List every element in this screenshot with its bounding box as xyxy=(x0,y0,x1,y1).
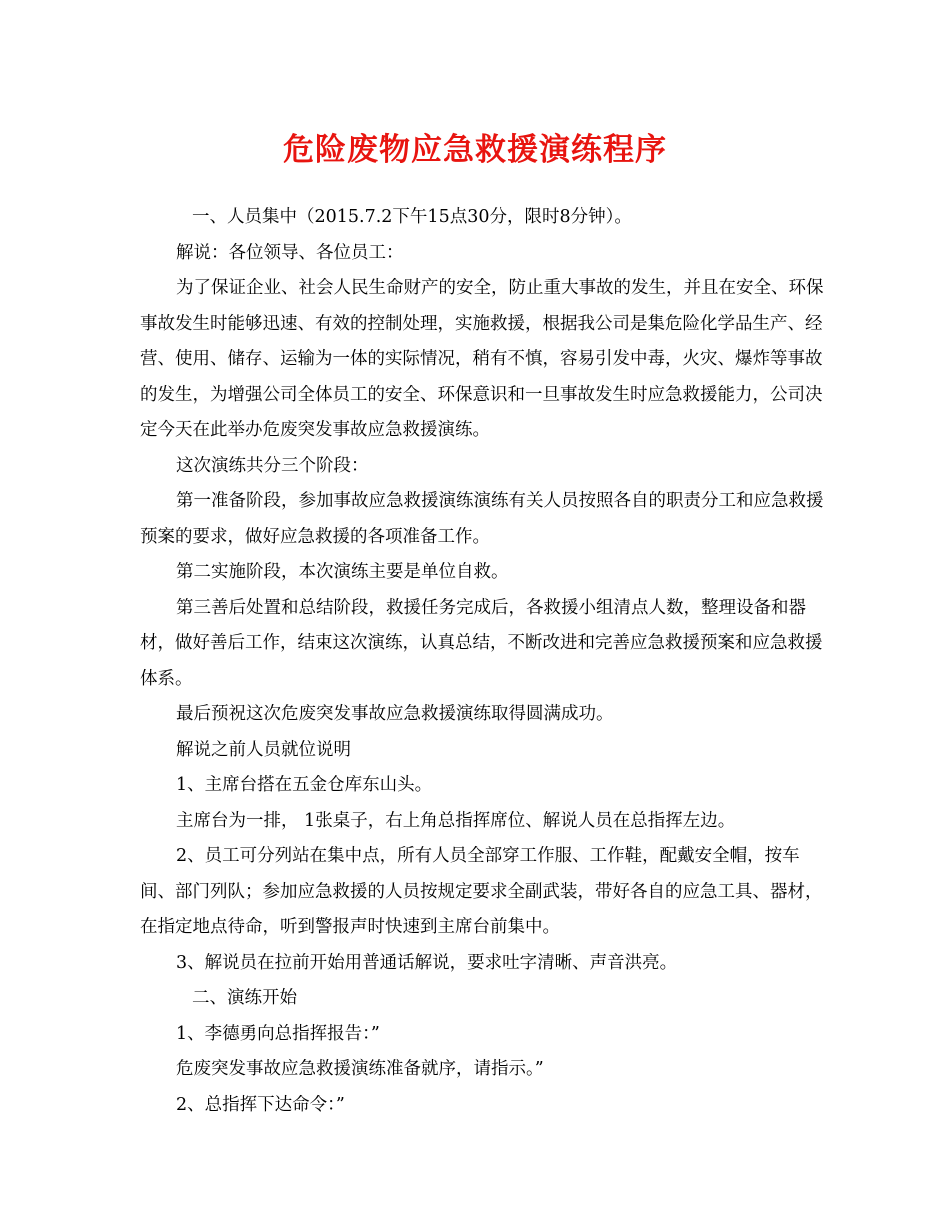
paragraph: 解说：各位领导、各位员工： xyxy=(176,242,404,263)
paragraph: 2、总指挥下达命令：” xyxy=(176,1094,345,1115)
paragraph: 主席台为一排， 1张桌子，右上角总指挥席位、解说人员在总指挥左边。 xyxy=(176,810,736,831)
paragraph: 1、主席台搭在五金仓库东山头。 xyxy=(176,775,433,795)
paragraph: 第一准备阶段，参加事故应急救援演练演练有关人员按照各自的职责分工和应急救援预案的要求，做好应急救援的各项准备工作。 xyxy=(140,491,824,547)
paragraph: 危废突发事故应急救援演练准备就序，请指示。” xyxy=(176,1059,544,1079)
paragraph: 3、解说员在拉前开始用普通话解说，要求吐字清晰、声音洪亮。 xyxy=(176,952,678,973)
paragraph: 一、人员集中（2015.7.2下午15点30分，限时8分钟）。 xyxy=(192,207,632,227)
paragraph: 为了保证企业、社会人民生命财产的安全，防止重大事故的发生，并且在安全、环保事故发生时能够迅速、有效的控制处理，实施救援，根据我公司是集危险化学品生产、经营、使用、储存、运输为一体的实际情况，稍有不慎，容易引发中毒，火灾、爆炸等事故的发生，为增强公司全体员工的安全、环保意识和一旦事故发生时应急救援能力，公司决定今天在此举办危废突发事故应急救援演练。 xyxy=(140,278,824,440)
paragraph: 二、演练开始 xyxy=(192,988,297,1008)
paragraph: 解说之前人员就位说明 xyxy=(176,739,351,760)
document-body xyxy=(140,200,830,1123)
paragraph: 这次演练共分三个阶段： xyxy=(176,455,369,476)
paragraph: 第二实施阶段，本次演练主要是单位自救。 xyxy=(176,562,509,582)
document-title: 危险废物应急救援演练程序 xyxy=(283,132,667,168)
paragraph: 最后预祝这次危废突发事故应急救援演练取得圆满成功。 xyxy=(176,704,614,724)
paragraph: 第三善后处置和总结阶段，救援任务完成后，各救援小组清点人数，整理设备和器材，做好善后工作，结束这次演练，认真总结，不断改进和完善应急救援预案和应急救援体系。 xyxy=(140,597,823,689)
paragraph: 1、李德勇向总指挥报告：” xyxy=(176,1023,380,1044)
paragraph: 2、员工可分列站在集中点，所有人员全部穿工作服、工作鞋，配戴安全帽，按车间、部门列队；参加应急救援的人员按规定要求全副武装，带好各自的应急工具、器材，在指定地点待命，听到警报声时快速到主席台前集中。 xyxy=(140,846,823,937)
